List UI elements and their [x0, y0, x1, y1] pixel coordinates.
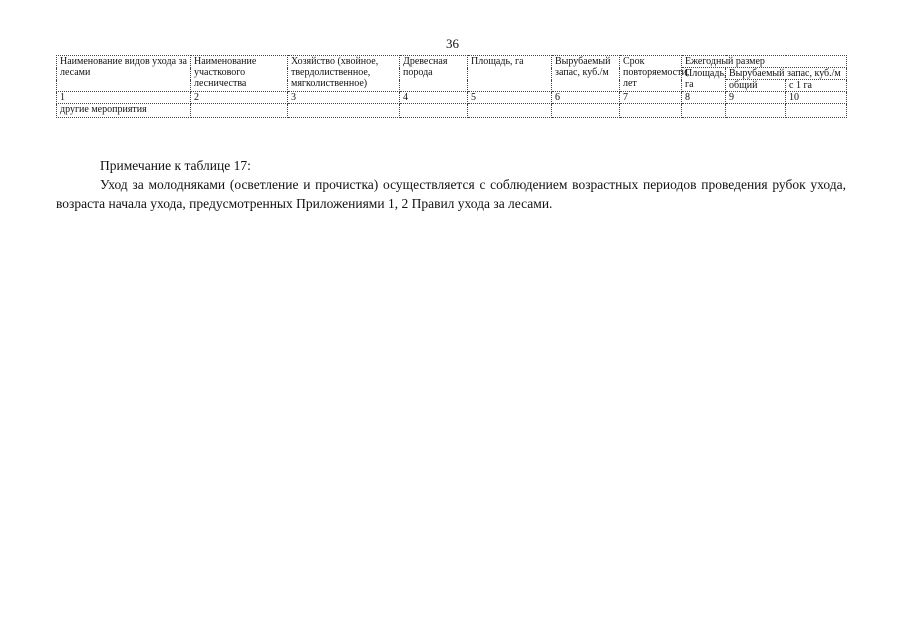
header-annual-stock: Вырубаемый запас, куб./м: [726, 68, 847, 80]
header-area: Площадь, га: [468, 56, 552, 92]
table-cell: [682, 104, 726, 118]
table-note: [56, 156, 846, 213]
table-cell: [468, 104, 552, 118]
column-number: 9: [726, 92, 786, 104]
table-cell: [726, 104, 786, 118]
table-cell: [191, 104, 288, 118]
table-cell: [552, 104, 620, 118]
table-cell: другие мероприятия: [57, 104, 191, 118]
column-number: 4: [400, 92, 468, 104]
column-number-row: [57, 92, 847, 104]
table-cell: [786, 104, 847, 118]
header-species: Древесная порода: [400, 56, 468, 92]
header-annual-size: Ежегодный размер: [682, 56, 847, 68]
header-repeat-term: Срок повторяемости, лет: [620, 56, 682, 92]
column-number: 10: [786, 92, 847, 104]
header-per-ha: с 1 га: [786, 80, 847, 92]
header-type-of-care: Наименование видов ухода за лесами: [57, 56, 191, 92]
column-number: 5: [468, 92, 552, 104]
table-cell: [400, 104, 468, 118]
column-number: 2: [191, 92, 288, 104]
column-number: 8: [682, 92, 726, 104]
note-title: Примечание к таблице 17:: [100, 158, 251, 173]
column-number: 7: [620, 92, 682, 104]
page-number: 36: [446, 36, 459, 51]
forest-care-table: [56, 55, 847, 118]
table-cell: [288, 104, 400, 118]
note-text: Уход за молодняками (осветление и прочистка) осуществляется с соблюдением возрастных периодов проведения рубок ухода, возраста начала ухода, предусмотренных Приложениями 1, 2 Правил ухода за лесами.: [56, 177, 846, 211]
table-row: [57, 104, 847, 118]
header-total: общий: [726, 80, 786, 92]
column-number: 6: [552, 92, 620, 104]
header-district-forestry: Наименование участкового лесничества: [191, 56, 288, 92]
table-header-row: [57, 56, 847, 68]
header-annual-area: Площадь, га: [682, 68, 726, 92]
header-cut-stock: Вырубаемый запас, куб./м: [552, 56, 620, 92]
column-number: 1: [57, 92, 191, 104]
column-number: 3: [288, 92, 400, 104]
table-cell: [620, 104, 682, 118]
header-economy: Хозяйство (хвойное, твердолиственное, мягколиственное): [288, 56, 400, 92]
